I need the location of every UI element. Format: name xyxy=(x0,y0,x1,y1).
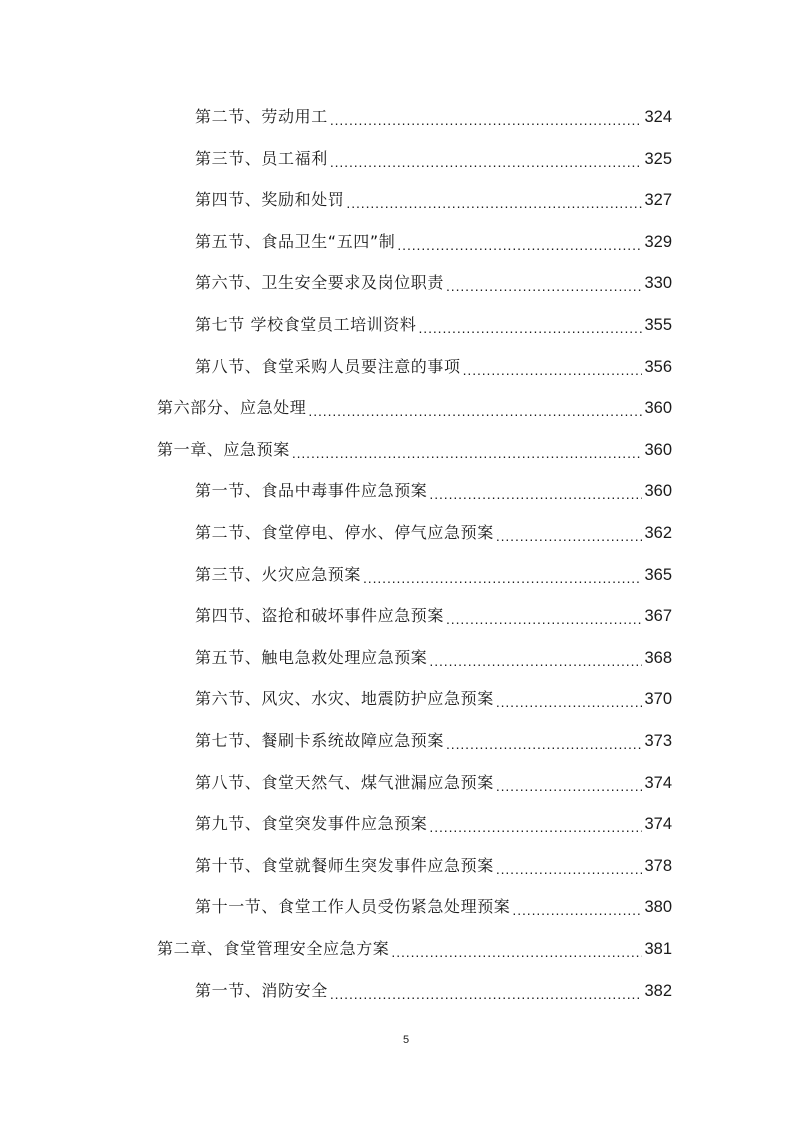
dot-leader xyxy=(512,892,642,928)
toc-entry-title: 第八节、食堂天然气、煤气泄漏应急预案 xyxy=(195,772,494,792)
dot-leader xyxy=(496,684,643,720)
toc-entry[interactable] xyxy=(195,307,672,343)
toc-entry[interactable] xyxy=(195,182,672,218)
toc-entry-title: 第九节、食堂突发事件应急预案 xyxy=(195,814,428,834)
toc-entry-page: 325 xyxy=(644,149,672,168)
dot-leader xyxy=(419,310,643,346)
toc-entry[interactable] xyxy=(195,889,672,925)
dot-leader xyxy=(397,227,642,263)
toc-entry[interactable] xyxy=(195,224,672,260)
dot-leader xyxy=(308,393,642,429)
dot-leader xyxy=(346,185,642,221)
dot-leader xyxy=(330,144,643,180)
toc-entry-title: 第三节、火灾应急预案 xyxy=(195,564,362,584)
toc-entry-page: 378 xyxy=(644,856,672,875)
toc-entry-title: 第六部分、应急处理 xyxy=(157,398,307,418)
toc-entry-page: 360 xyxy=(644,482,672,501)
toc-entry-title: 第三节、员工福利 xyxy=(195,148,328,168)
toc-entry[interactable] xyxy=(195,557,672,593)
dot-leader xyxy=(446,268,642,304)
toc-entry-page: 367 xyxy=(644,607,672,626)
toc-entry[interactable] xyxy=(195,640,672,676)
dot-leader xyxy=(292,435,643,471)
toc-entry-page: 327 xyxy=(644,191,672,210)
toc-entry-page: 356 xyxy=(644,357,672,376)
toc-entry-page: 362 xyxy=(644,524,672,542)
toc-entry-title: 第二节、食堂停电、停水、停气应急预案 xyxy=(195,523,494,542)
page-number: 5 xyxy=(402,1034,410,1046)
toc-entry-page: 370 xyxy=(644,690,672,709)
toc-entry-page: 329 xyxy=(644,232,672,251)
toc-entry[interactable] xyxy=(195,765,672,801)
toc-entry-title: 第二节、劳动用工 xyxy=(195,107,328,126)
toc-entry-page: 365 xyxy=(644,565,672,584)
toc-entry[interactable] xyxy=(195,723,672,759)
toc-entry-page: 374 xyxy=(644,773,672,792)
toc-entry-page: 374 xyxy=(644,815,672,834)
toc-entry-title: 第五节、食品卫生“五四”制 xyxy=(195,231,396,251)
toc-entry[interactable] xyxy=(195,349,672,385)
toc-entry-page: 373 xyxy=(644,732,672,750)
toc-entry-title: 第一节、食品中毒事件应急预案 xyxy=(195,481,428,501)
toc-entry[interactable] xyxy=(195,515,672,551)
toc-entry-title: 第六节、风灾、水灾、地震防护应急预案 xyxy=(195,689,494,709)
toc-entry-title: 第十一节、食堂工作人员受伤紧急处理预案 xyxy=(195,897,511,917)
toc-entry-title: 第八节、食堂采购人员要注意的事项 xyxy=(195,356,461,376)
toc-entry-title: 第一章、应急预案 xyxy=(157,439,290,459)
dot-leader xyxy=(496,768,643,804)
dot-leader xyxy=(391,934,642,970)
toc-entry-title: 第一节、消防安全 xyxy=(195,980,328,1000)
toc-entry-title: 第七节 学校食堂员工培训资料 xyxy=(195,315,417,334)
toc-entry-title: 第四节、盗抢和破坏事件应急预案 xyxy=(195,606,445,626)
dot-leader xyxy=(429,476,642,512)
toc-entry[interactable] xyxy=(157,432,672,468)
toc-entry-page: 360 xyxy=(644,399,672,418)
dot-leader xyxy=(446,601,642,637)
toc-entry[interactable] xyxy=(157,390,672,426)
toc-entry[interactable] xyxy=(195,265,672,301)
toc-entry-page: 330 xyxy=(644,274,672,293)
toc-entry[interactable] xyxy=(195,598,672,634)
toc-entry-title: 第十节、食堂就餐师生突发事件应急预案 xyxy=(195,855,494,875)
toc-entry-title: 第四节、奖励和处罚 xyxy=(195,190,345,210)
toc-entry[interactable] xyxy=(195,973,672,1009)
dot-leader xyxy=(330,102,643,138)
toc-entry-page: 381 xyxy=(644,940,672,958)
dot-leader xyxy=(496,518,643,554)
toc-entry[interactable] xyxy=(195,681,672,717)
toc-entry[interactable] xyxy=(195,473,672,509)
toc-entry[interactable] xyxy=(195,99,672,135)
dot-leader xyxy=(363,560,642,596)
dot-leader xyxy=(429,643,642,679)
toc-entry-title: 第二章、食堂管理安全应急方案 xyxy=(157,939,390,958)
toc-entry-page: 382 xyxy=(644,981,672,1000)
toc-entry-page: 360 xyxy=(644,440,672,459)
dot-leader xyxy=(463,352,643,388)
toc-entry-page: 324 xyxy=(644,108,672,126)
dot-leader xyxy=(429,809,642,845)
dot-leader xyxy=(330,976,643,1012)
dot-leader xyxy=(496,851,643,887)
toc-entry-page: 380 xyxy=(644,898,672,917)
toc-entry[interactable] xyxy=(157,931,672,967)
toc-entry-page: 368 xyxy=(644,648,672,667)
toc-entry[interactable] xyxy=(195,806,672,842)
toc-entry-title: 第七节、餐刷卡系统故障应急预案 xyxy=(195,731,445,750)
toc-entry-title: 第五节、触电急救处理应急预案 xyxy=(195,647,428,667)
toc-entry-page: 355 xyxy=(644,316,672,334)
toc-entry[interactable] xyxy=(195,141,672,177)
dot-leader xyxy=(446,726,642,762)
toc-entry-title: 第六节、卫生安全要求及岗位职责 xyxy=(195,273,445,293)
toc-entry[interactable] xyxy=(195,848,672,884)
